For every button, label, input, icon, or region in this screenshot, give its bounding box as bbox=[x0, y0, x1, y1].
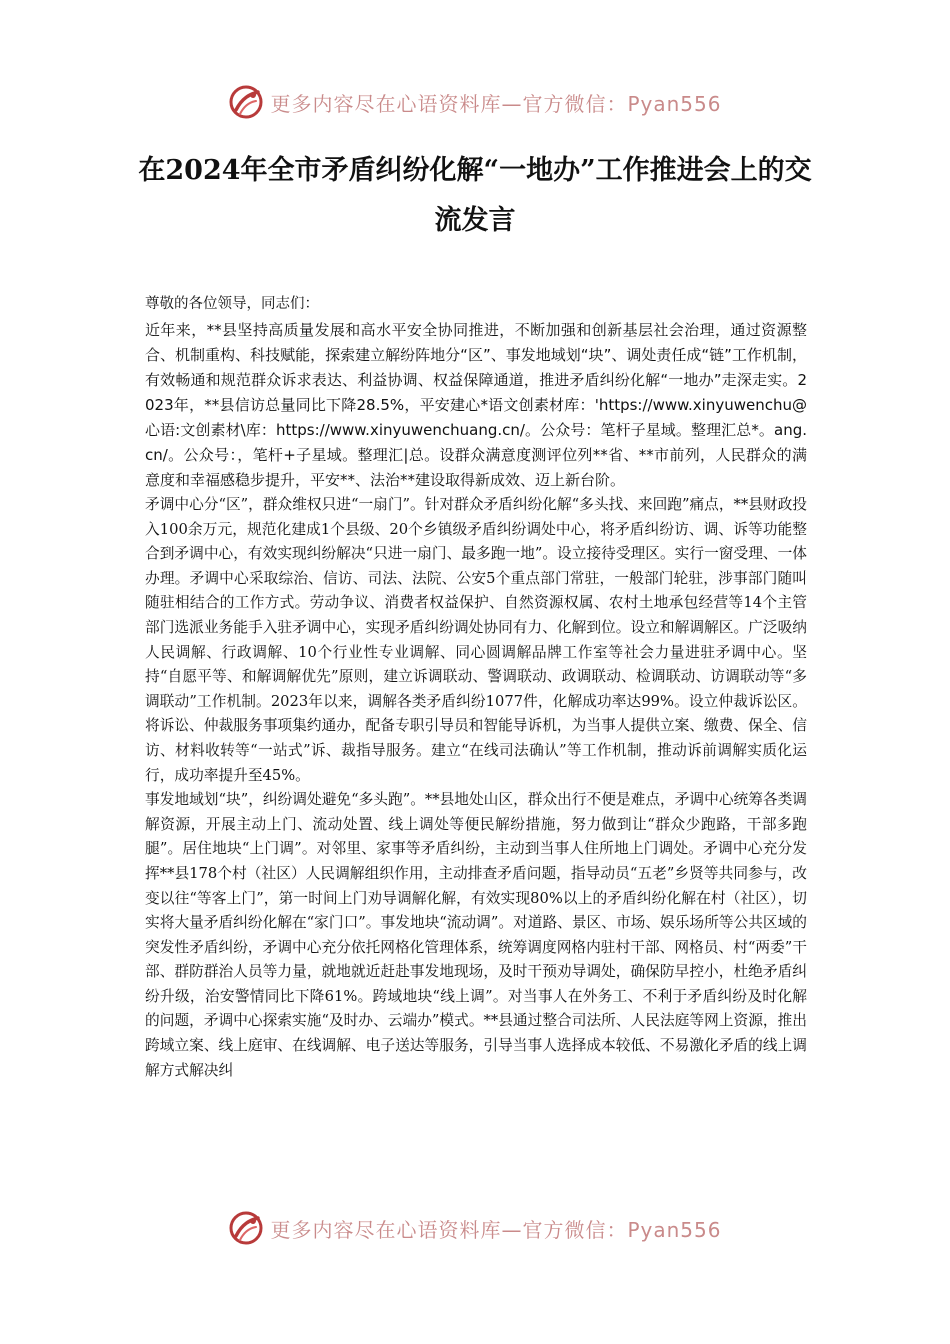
body-paragraph-1: 矛调中心分“区”，群众维权只进“一扇门”。针对群众矛盾纠纷化解“多头找、来回跑”痛点，**县财政投入100余万元，规范化建成1个县级、20个乡镇级矛盾纠纷调处中心，将矛盾纠纷访、调、诉等功能整合到矛调中心，有效实现纠纷解决“只进一扇门、最多跑一地”。设立接待受理区。实行一窗受理、一体办理。矛调中心采取综治、信访、司法、法院、公安5个重点部门常驻，一般部门轮驻，涉事部门随叫随驻相结合的工作方式。劳动争议、消费者权益保护、自然资源权属、农村土地承包经营等14个主管部门选派业务能手入驻矛调中心，实现矛盾纠纷调处协同有力、化解到位。设立和解调解区。广泛吸纳人民调解、行政调解、10个行业性专业调解、同心圆调解品牌工作室等社会力量进驻矛调中心。坚持“自愿平等、和解调解优先”原则，建立诉调联动、警调联动、政调联动、检调联动、访调联动等“多调联动”工作机制。2023年以来，调解各类矛盾纠纷1077件，化解成功率达99%。设立仲裁诉讼区。将诉讼、仲裁服务事项集约通办，配备专职引导员和智能导诉机，为当事人提供立案、缴费、保全、信访、材料收转等“一站式”诉、裁指导服务。建立“在线司法确认”等工作机制，推动诉前调解实质化运行，成功率提升至45%。 bbox=[145, 496, 807, 784]
red-swirl-logo-icon bbox=[228, 1210, 264, 1246]
watermark-banner-top bbox=[0, 82, 950, 122]
red-swirl-logo-icon bbox=[228, 84, 264, 120]
salutation: 尊敬的各位领导，同志们： bbox=[145, 296, 319, 312]
intro-paragraph: 近年来，**县坚持高质量发展和高水平安全协同推进，不断加强和创新基层社会治理，通过资源整合、机制重构、科技赋能，探索建立解纷阵地分“区”、事发地域划“块”、调处责任成“链”工作机制，有效畅通和规范群众诉求表达、利益协调、权益保障通道，推进矛盾纠纷化解“一地办”走深走实。2023年，**县信访总量同比下降28.5%，平安建心*语文创素材库：'https://www.xinyuwenchu@心语:文创素材\库：https://www.xinyuwenchuang.cn/。公众号：笔杆子星域。整理汇总*。ang.cn/。公众号：，笔杆+子星域。整理汇|总。设群众满意度测评位列**省、**市前列，人民群众的满意度和幸福感稳步提升，平安**、法治**建设取得新成效、迈上新台阶。 bbox=[145, 321, 807, 489]
watermark-text: 更多内容尽在心语资料库—官方微信：Pyan556 bbox=[270, 1217, 722, 1242]
watermark-banner-bottom bbox=[0, 1208, 950, 1248]
document-title: 在2024年全市矛盾纠纷化解“一地办”工作推进会上的交流发言 bbox=[138, 155, 812, 236]
watermark-text: 更多内容尽在心语资料库—官方微信：Pyan556 bbox=[270, 91, 722, 116]
document-body bbox=[145, 292, 807, 1083]
body-paragraph-2: 事发地域划“块”，纠纷调处避免“多头跑”。**县地处山区，群众出行不便是难点，矛调中心统筹各类调解资源，开展主动上门、流动处置、线上调处等便民解纷措施，努力做到让“群众少跑路，干部多跑腿”。居住地块“上门调”。对邻里、家事等矛盾纠纷，主动到当事人住所地上门调处。矛调中心充分发挥**县178个村（社区）人民调解组织作用，主动排查矛盾问题，指导动员“五老”乡贤等共同参与，改变以往“等客上门”，第一时间上门劝导调解化解，有效实现80%以上的矛盾纠纷化解在村（社区），切实将大量矛盾纠纷化解在“家门口”。事发地块“流动调”。对道路、景区、市场、娱乐场所等公共区域的突发性矛盾纠纷，矛调中心充分依托网格化管理体系，统筹调度网格内驻村干部、网格员、村“两委”干部、群防群治人员等力量，就地就近赶赴事发地现场，及时干预劝导调处，确保防早控小，杜绝矛盾纠纷升级，治安警情同比下降61%。跨域地块“线上调”。对当事人在外务工、不利于矛盾纠纷及时化解的问题，矛调中心探索实施“及时办、云端办”模式。**县通过整合司法所、人民法庭等网上资源，推出跨域立案、线上庭审、在线调解、电子送达等服务，引导当事人选择成本较低、不易激化矛盾的线上调解方式解决纠 bbox=[145, 791, 807, 1079]
